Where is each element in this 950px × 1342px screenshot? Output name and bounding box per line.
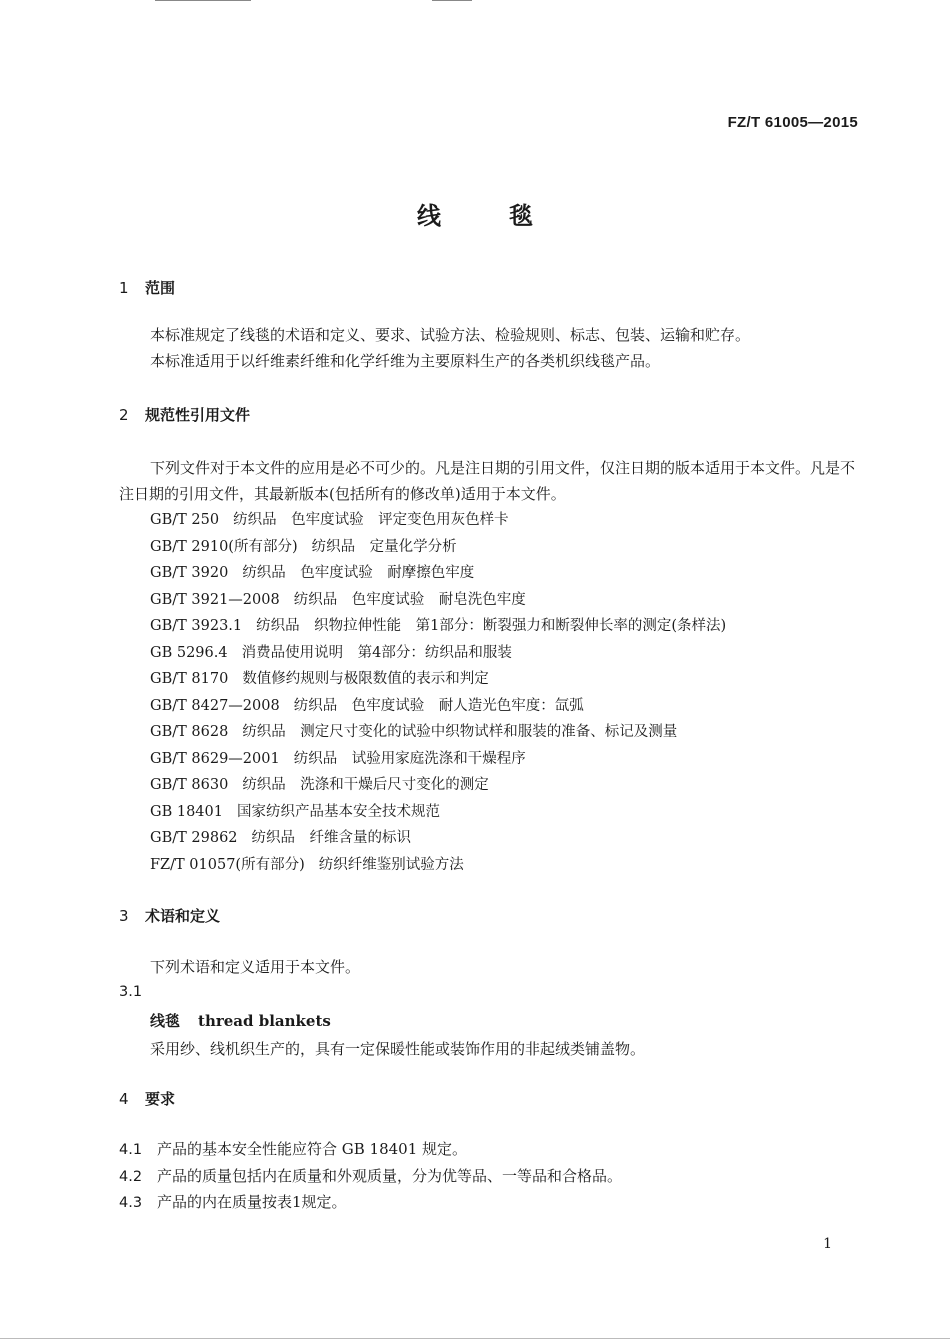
reference-item — [150, 587, 726, 614]
reference-list — [150, 507, 726, 878]
term-definition: 采用纱、线机织生产的，具有一定保暖性能或装饰作用的非起绒类铺盖物。 — [150, 1040, 646, 1058]
standard-code: FZ/T 61005—2015 — [727, 114, 858, 131]
reference-title: 纺织品 色牢度试验 耐人造光色牢度：氙弧 — [293, 697, 584, 714]
reference-item — [150, 640, 726, 667]
terms-intro: 下列术语和定义适用于本文件。 — [150, 958, 361, 976]
reference-title: 纺织品 定量化学分析 — [311, 538, 457, 555]
reference-code: GB/T 3923.1 — [150, 618, 243, 634]
scan-artifact — [0, 1338, 950, 1339]
reference-item — [150, 746, 726, 773]
reference-title: 国家纺织产品基本安全技术规范 — [236, 803, 440, 820]
reference-code: GB/T 3920 — [150, 565, 229, 581]
section-heading-requirements — [119, 1088, 175, 1109]
term-english: thread blankets — [198, 1012, 331, 1030]
reference-item — [150, 825, 726, 852]
requirement-number: 4.3 — [119, 1195, 143, 1211]
reference-code: GB/T 8630 — [150, 777, 229, 793]
reference-item — [150, 534, 726, 561]
reference-item — [150, 693, 726, 720]
section-heading-terms — [119, 905, 220, 926]
reference-item — [150, 719, 726, 746]
section-title: 范围 — [145, 279, 176, 297]
page-number: 1 — [823, 1236, 832, 1252]
section-title: 术语和定义 — [145, 907, 221, 925]
requirement-number: 4.1 — [119, 1142, 143, 1158]
section-number: 1 — [119, 279, 129, 297]
section-heading-scope — [119, 277, 175, 298]
reference-code: GB/T 3921—2008 — [150, 591, 280, 608]
reference-title: 纺织品 洗涤和干燥后尺寸变化的测定 — [242, 777, 489, 793]
requirement-number: 4.2 — [119, 1169, 143, 1185]
reference-code: GB/T 8629—2001 — [150, 750, 280, 767]
reference-item — [150, 852, 726, 879]
reference-code: FZ/T 01057(所有部分) — [150, 856, 305, 873]
term-number: 3.1 — [119, 984, 143, 1000]
reference-title: 纺织品 色牢度试验 耐皂洗色牢度 — [293, 591, 526, 608]
scan-artifact — [155, 0, 251, 1]
section-heading-normative-references — [119, 404, 250, 425]
references-intro: 下列文件对于本文件的应用是必不可少的。凡是注日期的引用文件，仅注日期的版本适用于本文件。凡是不注日期的引用文件，其最新版本(包括所有的修改单)适用于本文件。 — [119, 459, 856, 503]
requirement-item — [119, 1138, 467, 1159]
requirement-item — [119, 1191, 347, 1212]
reference-code: GB/T 8628 — [150, 724, 229, 740]
section-number: 3 — [119, 907, 129, 925]
reference-title: 纺织纤维鉴别试验方法 — [318, 856, 464, 873]
reference-title: 纺织品 测定尺寸变化的试验中织物试样和服装的准备、标记及测量 — [242, 724, 678, 740]
requirement-text: 产品的内在质量按表1规定。 — [157, 1193, 347, 1211]
document-title: 线毯 — [417, 201, 601, 230]
reference-title: 纺织品 色牢度试验 耐摩擦色牢度 — [242, 565, 475, 581]
reference-item — [150, 507, 726, 534]
section-title: 要求 — [145, 1090, 176, 1108]
term-entry — [150, 1010, 331, 1031]
reference-code: GB/T 250 — [150, 512, 220, 528]
scope-paragraph: 本标准适用于以纤维素纤维和化学纤维为主要原料生产的各类机织线毯产品。 — [150, 352, 661, 370]
term-chinese: 线毯 — [150, 1012, 181, 1030]
reference-code: GB 5296.4 — [150, 644, 228, 661]
section-number: 4 — [119, 1090, 129, 1108]
section-number: 2 — [119, 406, 129, 424]
reference-item — [150, 799, 726, 826]
section-title: 规范性引用文件 — [145, 406, 251, 424]
reference-title: 纺织品 纤维含量的标识 — [251, 830, 412, 846]
scope-paragraph: 本标准规定了线毯的术语和定义、要求、试验方法、检验规则、标志、包装、运输和贮存。 — [150, 326, 751, 344]
reference-item — [150, 560, 726, 587]
reference-item — [150, 772, 726, 799]
reference-title: 纺织品 试验用家庭洗涤和干燥程序 — [293, 750, 526, 767]
reference-code: GB 18401 — [150, 803, 223, 820]
requirement-text: 产品的质量包括内在质量和外观质量，分为优等品、一等品和合格品。 — [157, 1167, 623, 1185]
scan-artifact — [432, 0, 472, 1]
reference-title: 纺织品 织物拉伸性能 第1部分：断裂强力和断裂伸长率的测定(条样法) — [256, 618, 727, 634]
reference-item — [150, 613, 726, 640]
reference-title: 消费品使用说明 第4部分：纺织品和服装 — [241, 644, 512, 661]
reference-title: 纺织品 色牢度试验 评定变色用灰色样卡 — [233, 512, 509, 528]
requirement-item — [119, 1165, 622, 1186]
reference-code: GB/T 29862 — [150, 830, 238, 846]
requirement-text: 产品的基本安全性能应符合 GB 18401 规定。 — [157, 1140, 468, 1158]
reference-code: GB/T 8170 — [150, 671, 229, 687]
reference-item — [150, 666, 726, 693]
reference-title: 数值修约规则与极限数值的表示和判定 — [242, 671, 489, 687]
reference-code: GB/T 2910(所有部分) — [150, 538, 298, 555]
reference-code: GB/T 8427—2008 — [150, 697, 280, 714]
